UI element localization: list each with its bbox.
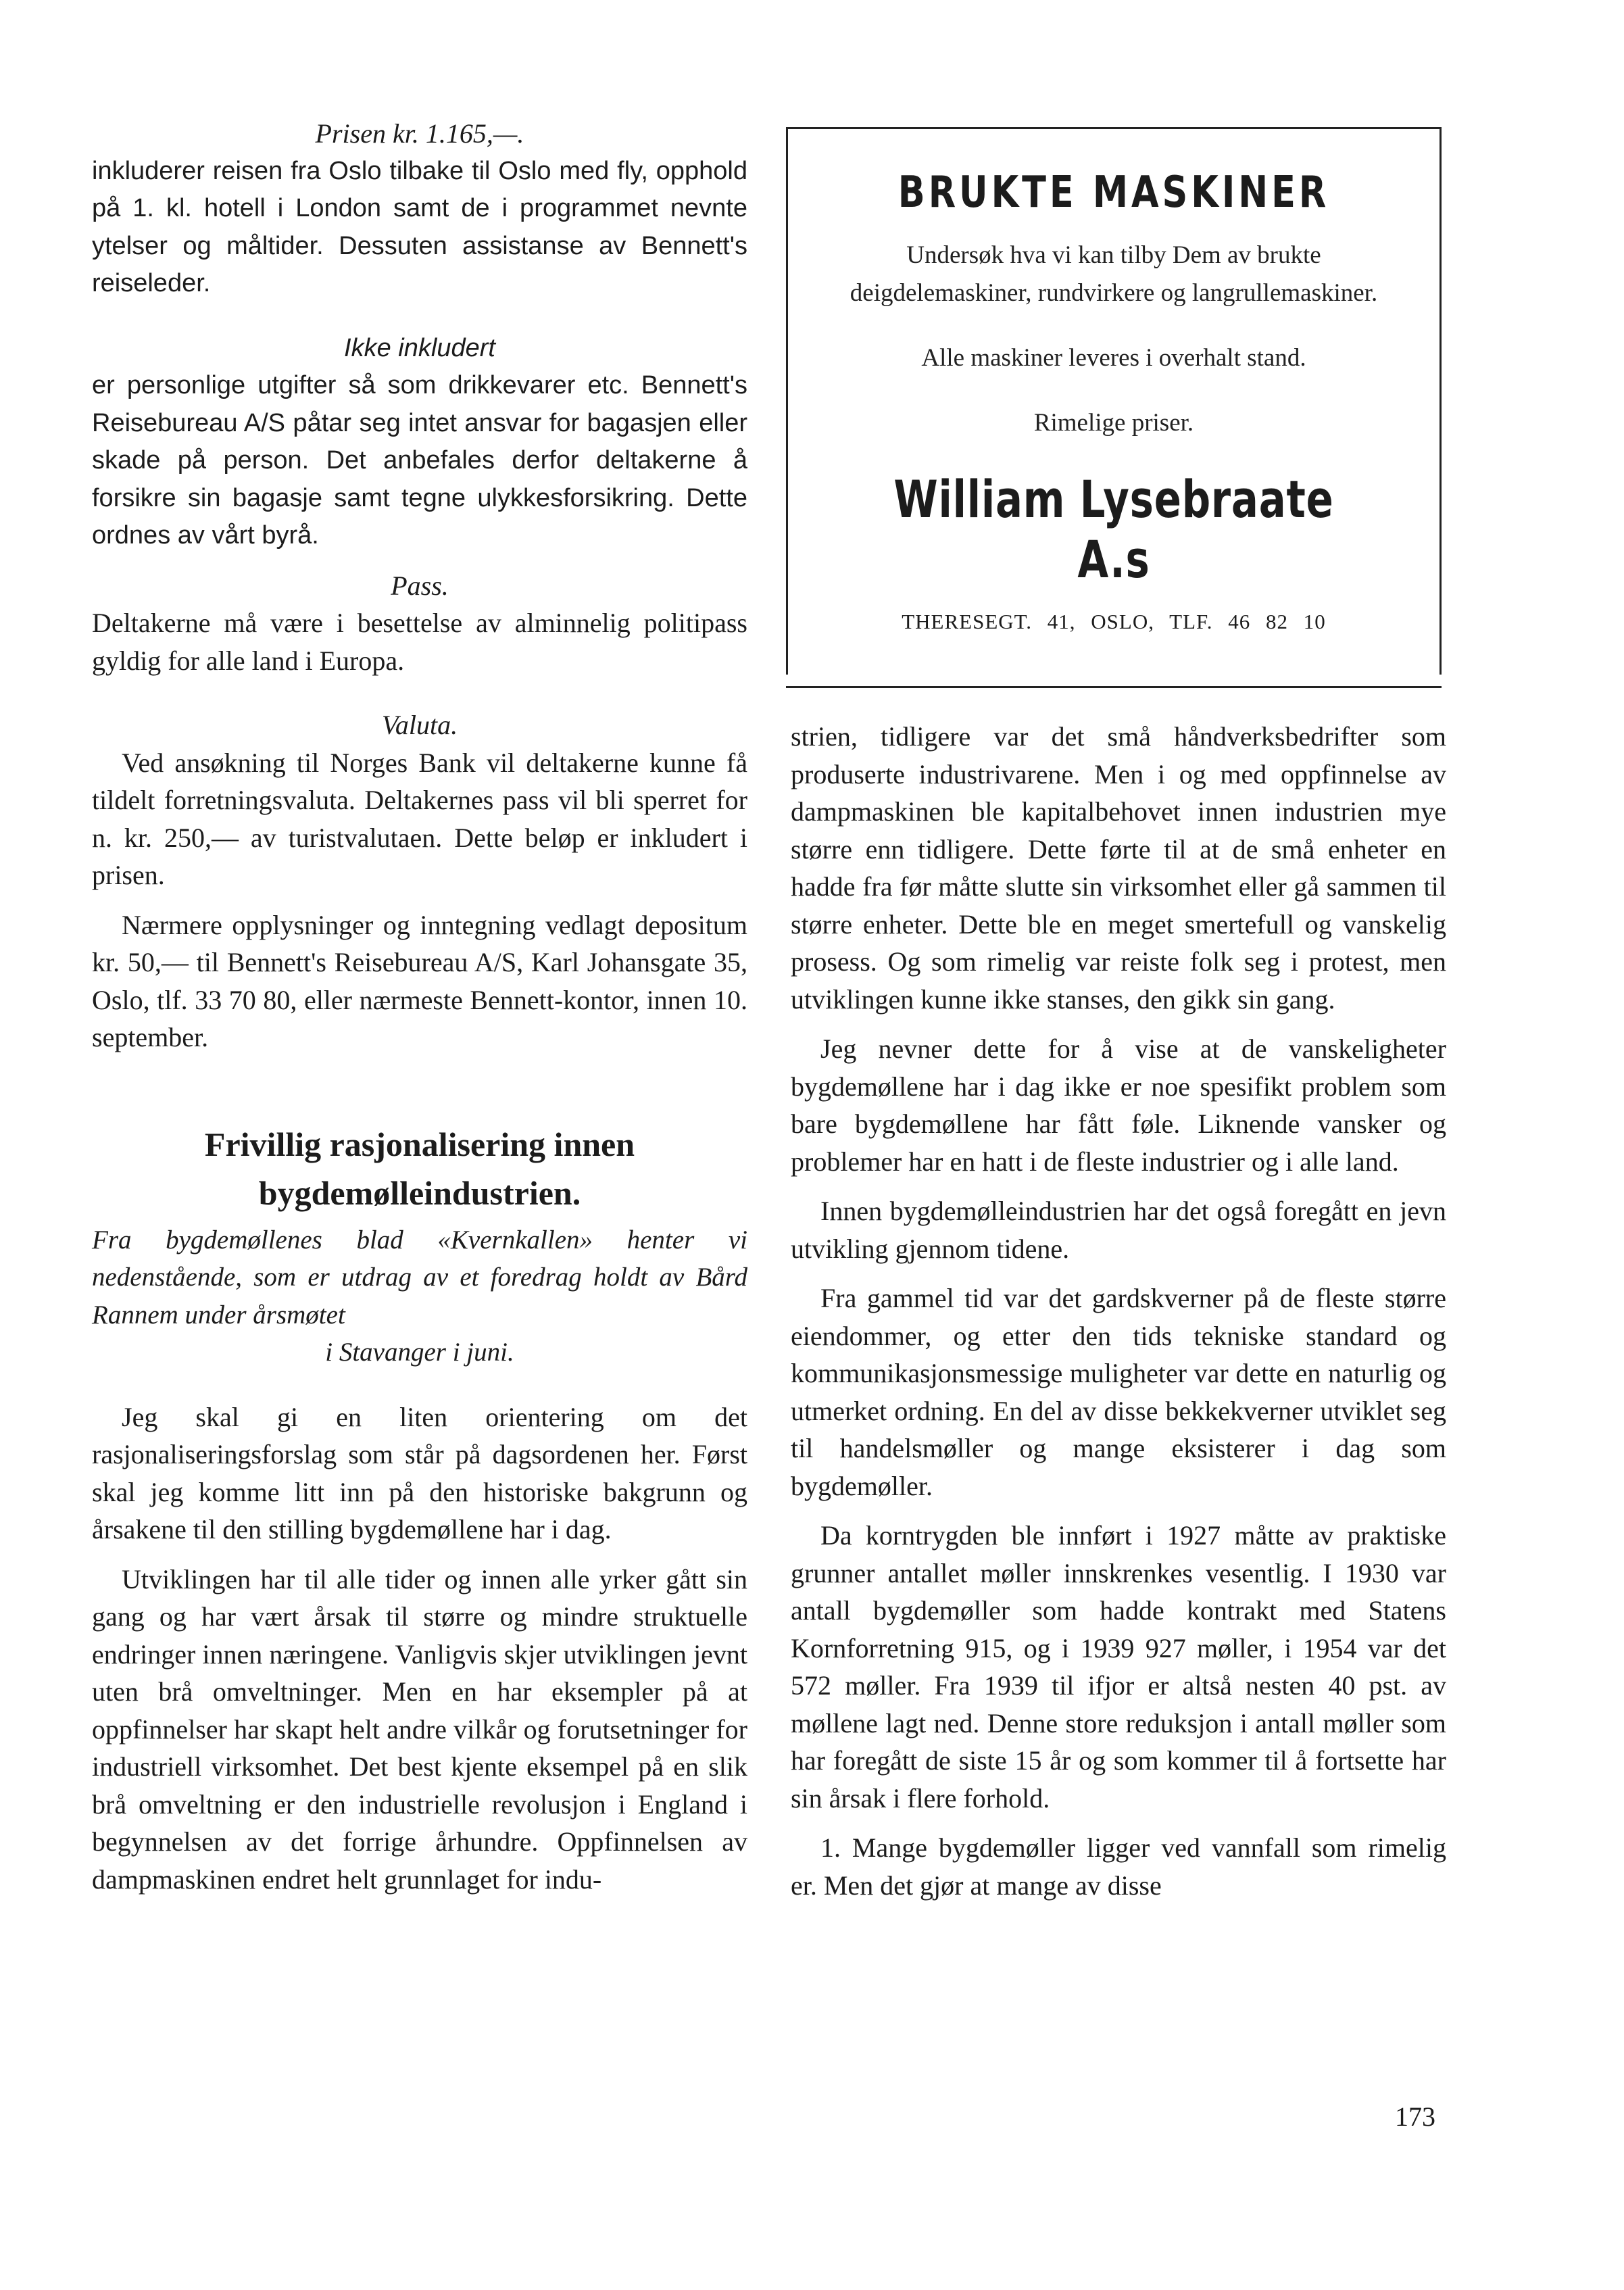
pass-text: Deltakerne må være i besettelse av alminnelig politipass gyldig for alle land i Europa.: [92, 608, 747, 676]
not-included-heading: Ikke inkludert: [344, 333, 495, 362]
right-paragraph-3: Innen bygdemølleindustrien har det også foregått en jevn utvikling gjennom tidene.: [791, 1196, 1446, 1264]
ad-address: THERESEGT. 41, OSLO, TLF. 46 82 10: [902, 610, 1326, 633]
article-lead-text: Fra bygdemøllenes blad «Kvernkallen» henter vi nedenstående, som er utdrag av et foredrag holdt av Bård Rannem under årsmøtet: [92, 1225, 747, 1330]
right-paragraph-2: Jeg nevner dette for å vise at de vanskeligheter bygdemøllene har i dag ikke er noe spesifikt problem som bare bygdemøllene har fått føle. Liknende vansker og problemer har en hatt i de fleste industrier og i alle land.: [791, 1033, 1446, 1177]
page-number: 173: [1395, 2101, 1435, 2132]
body-paragraph-2: Utviklingen har til alle tider og innen alle yrker gått sin gang og har vært årsak til større og mindre struktuelle endringer innen næringene. Vanligvis skjer utviklingen jevnt uten brå omveltninger. Men en har eksempler på at oppfinnelser har skapt helt andre vilkår og forutsetninger for industriell virksomhet. Det best kjente eksempel på en slik brå omveltning er den industrielle revolusjon i England i begynnelsen av det forrige århundre. Oppfinnelsen av dampmaskinen endret helt grunnlaget for indu-: [92, 1563, 747, 1895]
article-title: [92, 1120, 747, 1217]
article-title-line1: Frivillig rasjonalisering innen: [204, 1125, 635, 1163]
right-paragraph-5: Da korntrygden ble innført i 1927 måtte av praktiske grunner antallet møller innskrenkes vesentlig. I 1930 var antall bygdemøller som hadde kontrakt med Statens Kornforretning 915, og i 1939 927 møller, i 1954 var det 572 møller. Fra 1939 til ifjor er altså nesten 40 pst. av møllene lagt ned. Denne store reduksjon i antall møller som har foregått de siste 15 år og som kommer til å fortsette har sin årsak i flere forhold.: [791, 1520, 1446, 1813]
right-column: [791, 718, 1446, 1904]
right-paragraph-1: strien, tidligere var det små håndverksbedrifter som produserte industrivarene. Men i og med oppfinnelse av dampmaskinen ble kapitalbehovet innen industrien mye større enn tidligere. Dette førte til at de små enheter en hadde fra før måtte slutte sin virksomhet eller gå sammen til større enheter. Dette ble en meget smertefull og vanskelig prosess. Og som rimelig var reiste folk seg i protest, men utviklingen kunne ikke stanses, den gikk sin gang.: [791, 721, 1446, 1015]
right-paragraph-4: Fra gammel tid var det gardskverner på de fleste større eiendommer, og etter den tids tekniske standard og kommunikasjonsmessige muligheter var dette en naturlig og utmerket ordning. En del av disse bekkekverner utviklet seg til handelsmøller og mange eksisterer i dag som bygdemøller.: [791, 1283, 1446, 1501]
left-column: [92, 115, 747, 1898]
ad-text-machines: Undersøk hva vi kan tilby Dem av brukte deigdelemaskiner, rundvirkere og langrullemaskiner.: [850, 241, 1378, 307]
article-lead-end: i Stavanger i juni.: [325, 1338, 514, 1367]
pass-heading: Pass.: [391, 570, 449, 601]
ad-bottom-rule: [786, 686, 1442, 688]
ad-text-condition: Alle maskiner leveres i overhalt stand.: [921, 344, 1306, 372]
currency-text: Ved ansøkning til Norges Bank vil deltakerne kunne få tildelt forretningsvaluta. Deltakernes pass vil bli sperret for n. kr. 250,— av turistvalutaen. Dette beløp er inkludert i prisen.: [92, 747, 747, 890]
price-heading: Prisen kr. 1.165,—.: [315, 118, 524, 149]
ad-company-name: William Lysebraate A.s: [893, 469, 1334, 589]
body-paragraph-1: Jeg skal gi en liten orientering om det rasjonaliseringsforslag som står på dagsordenen her. Først skal jeg komme litt inn på den historiske bakgrunn og årsakene til den stilling bygdemøllene har i dag.: [92, 1401, 747, 1544]
article-title-line2: bygdemølleindustrien.: [258, 1173, 581, 1212]
ad-title: BRUKTE MASKINER: [897, 168, 1330, 218]
currency-heading: Valuta.: [381, 710, 458, 740]
ad-text-prices: Rimelige priser.: [1033, 409, 1194, 437]
article-lead: [92, 1221, 747, 1371]
not-included-text: er personlige utgifter så som drikkevarer etc. Bennett's Reisebureau A/S påtar seg intet ansvar for bagasjen eller skade på person. Det anbefales derfor deltakerne å forsikre sin bagasje samt tegne ulykkesforsikring. Dette ordnes av vårt byrå.: [92, 371, 747, 550]
advertisement-box: [786, 127, 1442, 675]
right-paragraph-6: 1. Mange bygdemøller ligger ved vannfall som rimelig er. Men det gjør at mange av disse: [791, 1832, 1446, 1901]
info-text: Nærmere opplysninger og inntegning vedlagt depositum kr. 50,–– til Bennett's Reisebureau A/S, Karl Johansgate 35, Oslo, tlf. 33 70 80, eller nærmeste Bennett-kontor, innen 10. september.: [92, 909, 747, 1052]
price-text: inkluderer reisen fra Oslo tilbake til Oslo med fly, opphold på 1. kl. hotell i London samt de i programmet nevnte ytelser og måltider. Dessuten assistanse av Bennett's reiseleder.: [92, 156, 747, 297]
